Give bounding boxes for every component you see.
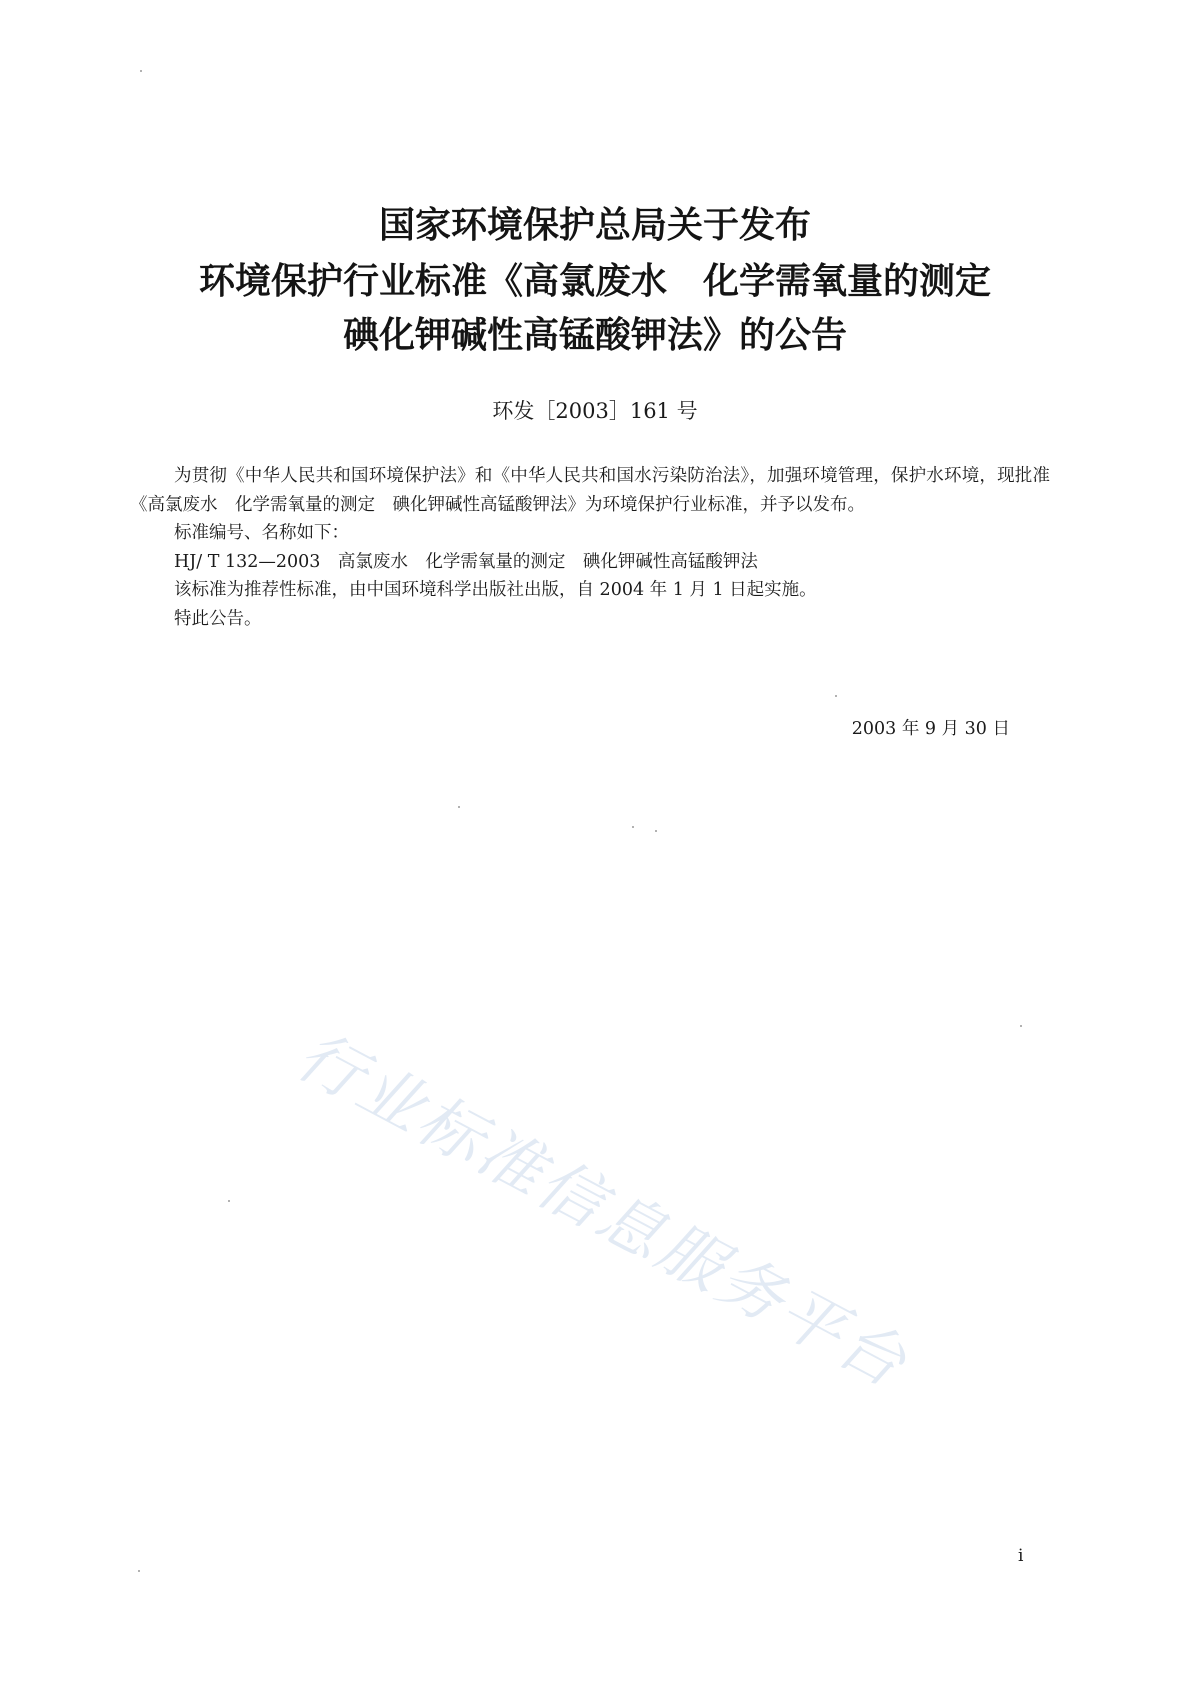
scan-speck [228, 1200, 230, 1202]
standard-info-line: 该标准为推荐性标准，由中国环境科学出版社出版，自 2004 年 1 月 1 日起实施。 [174, 580, 817, 600]
title-line-2: 环境保护行业标准《高氯废水 化学需氧量的测定 [198, 261, 991, 302]
title-line-3: 碘化钾碱性高锰酸钾法》的公告 [342, 315, 847, 356]
scan-speck [835, 695, 837, 697]
scan-speck [140, 70, 142, 72]
notice-closing-line: 特此公告。 [174, 608, 262, 629]
scan-speck [632, 826, 634, 828]
watermark: 行业标准信息服务平台 [284, 1018, 920, 1404]
issue-date: 2003 年 9 月 30 日 [851, 719, 1010, 739]
scan-speck [655, 830, 657, 832]
standard-intro-line: 标准编号、名称如下： [174, 523, 349, 543]
scan-speck [458, 806, 460, 808]
body-paragraph: 为贯彻《中华人民共和国环境保护法》和《中华人民共和国水污染防治法》，加强环境管理，保护水环境，现批准《高氯废水 化学需氧量的测定 碘化钾碱性高锰酸钾法》为环境保护行业标准，并予以发布。 [130, 466, 1050, 515]
standard-code-line: HJ/ T 132—2003 高氯废水 化学需氧量的测定 碘化钾碱性高锰酸钾法 [174, 551, 758, 572]
title-line-1: 国家环境保护总局关于发布 [378, 205, 811, 246]
notice-body [130, 462, 1050, 633]
document-number: 环发［2003］161 号 [492, 399, 698, 423]
scan-speck [1020, 1025, 1022, 1027]
scan-speck [138, 1570, 140, 1572]
page-number: i [1018, 1546, 1024, 1566]
